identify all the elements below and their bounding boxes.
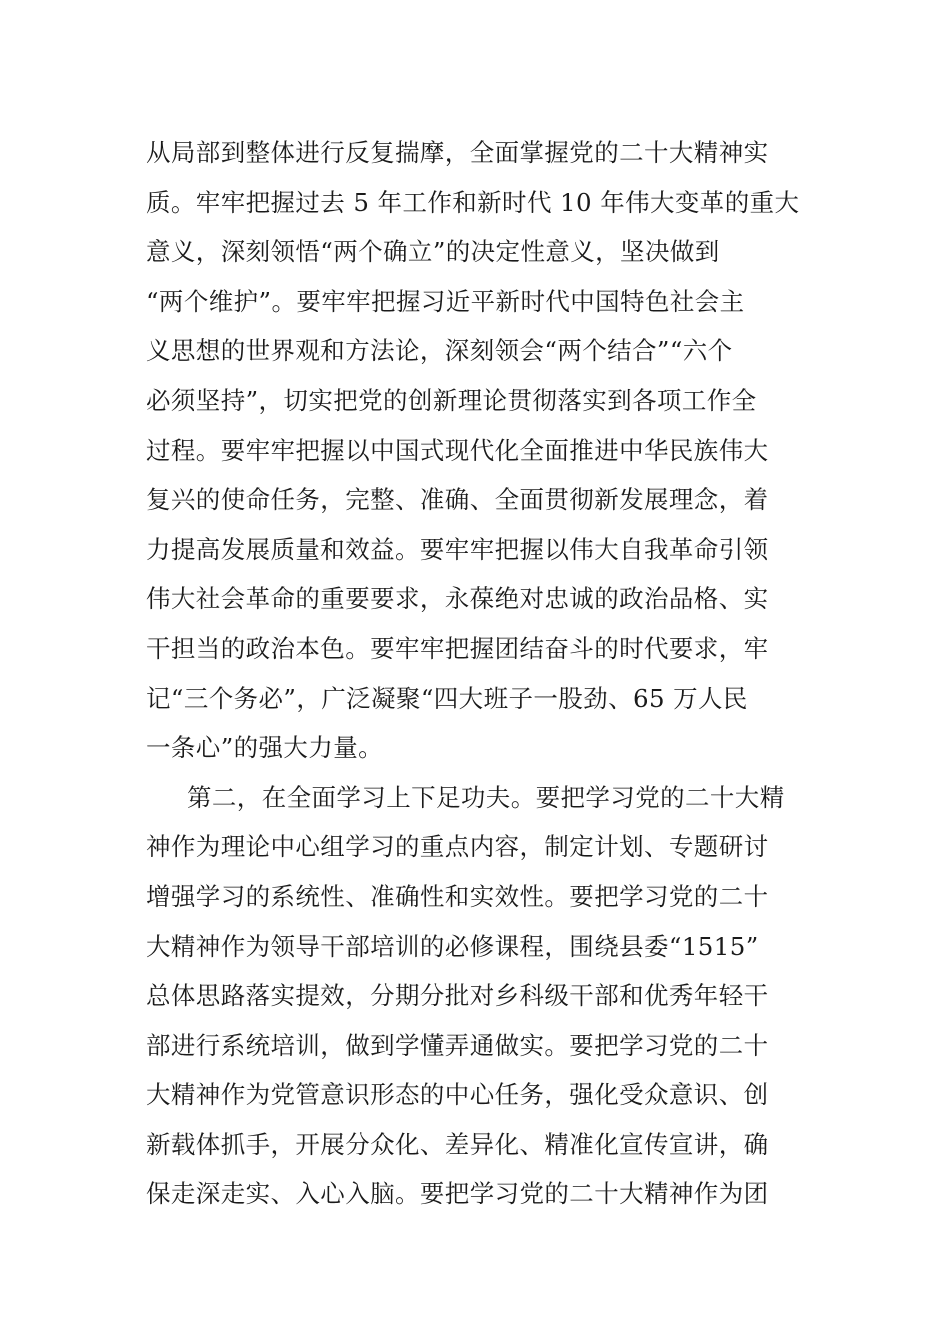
text-line: 保走深走实、入心入脑。要把学习党的二十大精神作为团 (146, 1179, 769, 1209)
text-line: 伟大社会革命的重要要求，永葆绝对忠诚的政治品格、实 (146, 584, 769, 614)
text-line: 大精神作为领导干部培训的必修课程，围绕县委“1515” (146, 931, 759, 961)
text-line: 增强学习的系统性、准确性和实效性。要把学习党的二十 (146, 881, 769, 911)
text-line: 复兴的使命任务，完整、准确、全面贯彻新发展理念，着 (146, 485, 769, 515)
text-line: 力提高发展质量和效益。要牢牢把握以伟大自我革命引领 (146, 534, 769, 564)
text-line: 干担当的政治本色。要牢牢把握团结奋斗的时代要求，牢 (146, 633, 769, 663)
text-line: 必须坚持”，切实把党的创新理论贯彻落实到各项工作全 (146, 385, 757, 415)
text-line: 质。牢牢把握过去 5 年工作和新时代 10 年伟大变革的重大 (146, 187, 800, 217)
text-line: 意义，深刻领悟“两个确立”的决定性意义，坚决做到 (146, 237, 720, 267)
text-line: 部进行系统培训，做到学懂弄通做实。要把学习党的二十 (146, 1030, 769, 1060)
text-line: 过程。要牢牢把握以中国式现代化全面推进中华民族伟大 (146, 435, 769, 465)
text-line: 第二，在全面学习上下足功夫。要把学习党的二十大精 (187, 782, 785, 812)
text-line: 从局部到整体进行反复揣摩，全面掌握党的二十大精神实 (146, 138, 769, 167)
text-line: 神作为理论中心组学习的重点内容，制定计划、专题研讨 (146, 832, 769, 862)
text-line: 新载体抓手，开展分众化、差异化、精准化宣传宣讲，确 (146, 1129, 769, 1159)
text-line: 记“三个务必”，广泛凝聚“四大班子一股劲、65 万人民 (146, 683, 748, 713)
text-line: 一条心”的强大力量。 (146, 733, 384, 763)
paragraph-1 (146, 128, 808, 1219)
text-line: 总体思路落实提效，分期分批对乡科级干部和优秀年轻干 (146, 981, 769, 1011)
text-line: “两个维护”。要牢牢把握习近平新时代中国特色社会主 (146, 286, 745, 316)
text-line: 义思想的世界观和方法论，深刻领会“两个结合”“六个 (146, 336, 733, 366)
text-line: 大精神作为党管意识形态的中心任务，强化受众意识、创 (146, 1080, 769, 1110)
